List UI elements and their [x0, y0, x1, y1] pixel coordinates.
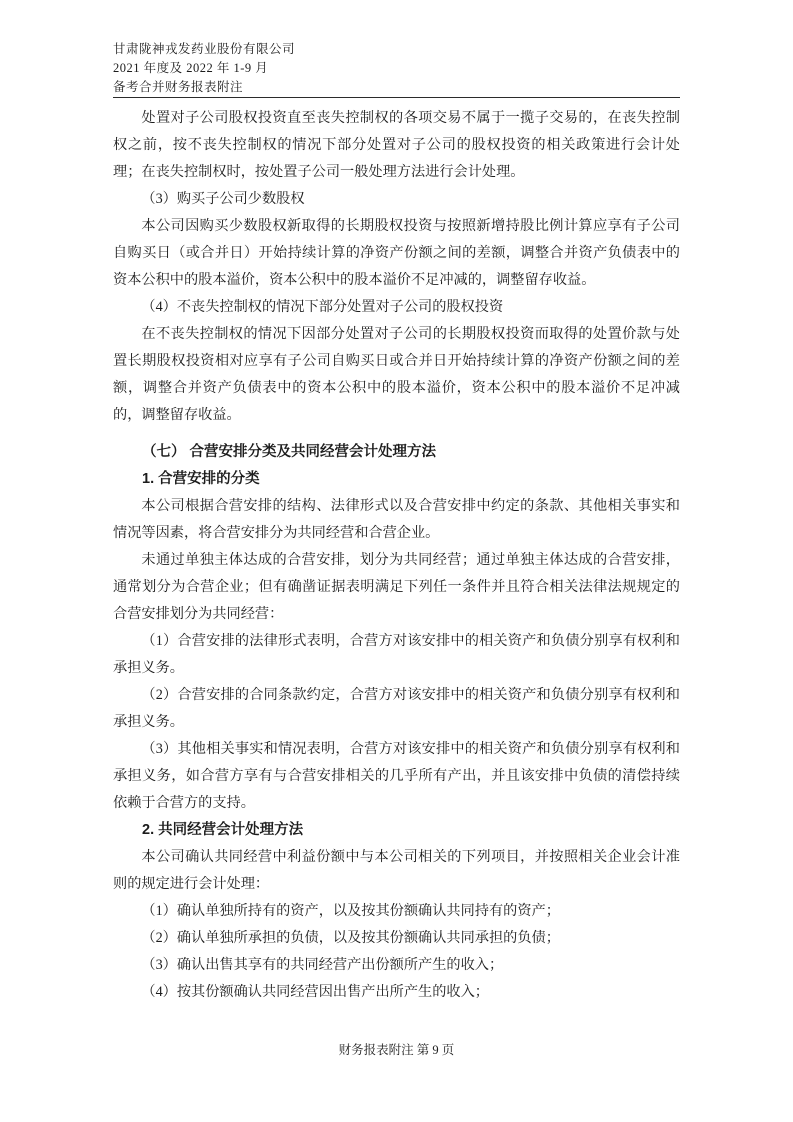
page-footer — [0, 1042, 793, 1058]
footer-page-label: 财务报表附注 第 9 页 — [338, 1043, 455, 1057]
paragraph: 本公司确认共同经营中利益份额中与本公司相关的下列项目，并按照相关企业会计准则的规定进行会计处理： — [113, 849, 680, 892]
subsection-heading: 2. 共同经营会计处理方法 — [142, 822, 304, 838]
header-company-name: 甘肃陇神戎发药业股份有限公司 — [113, 42, 296, 56]
list-item: （3）确认出售其享有的共同经营产出份额所产生的收入； — [141, 957, 504, 973]
list-item: （2）合营安排的合同条款约定，合营方对该安排中的相关资产和负债分别享有权利和承担义务。 — [113, 687, 680, 730]
list-item: （2）确认单独所承担的负债，以及按其份额确认共同承担的负债； — [141, 930, 560, 946]
paragraph: 在不丧失控制权的情况下因部分处置对子公司的长期股权投资而取得的处置价款与处置长期股权投资相对应享有子公司自购买日或合并日开始持续计算的净资产份额之间的差额，调整合并资产负债表中的资本公积中的股本溢价，资本公积中的股本溢价不足冲减的，调整留存收益。 — [113, 326, 680, 423]
page-content — [113, 40, 680, 1006]
list-item: （4）不丧失控制权的情况下部分处置对子公司的股权投资 — [141, 299, 504, 315]
list-item: （1）合营安排的法律形式表明，合营方对该安排中的相关资产和负债分别享有权利和承担义务。 — [113, 633, 680, 676]
document-body — [113, 105, 680, 1006]
paragraph: 本公司因购买少数股权新取得的长期股权投资与按照新增持股比例计算应享有子公司自购买日（或合并日）开始持续计算的净资产份额之间的差额，调整合并资产负债表中的资本公积中的股本溢价，资本公积中的股本溢价不足冲减的，调整留存收益。 — [113, 218, 680, 288]
header-report-period: 2021 年度及 2022 年 1-9 月 — [113, 61, 269, 75]
paragraph: 未通过单独主体达成的合营安排，划分为共同经营；通过单独主体达成的合营安排，通常划分为合营企业；但有确凿证据表明满足下列任一条件并且符合相关法律法规规定的合营安排划分为共同经营： — [113, 552, 680, 622]
subsection-heading: 1. 合营安排的分类 — [142, 471, 260, 487]
list-item: （3）其他相关事实和情况表明，合营方对该安排中的相关资产和负债分别享有权利和承担义务，如合营方享有与合营安排相关的几乎所有产出，并且该安排中负债的清偿持续依赖于合营方的支持。 — [113, 741, 680, 811]
paragraph: 处置对子公司股权投资直至丧失控制权的各项交易不属于一揽子交易的，在丧失控制权之前，按不丧失控制权的情况下部分处置对子公司的股权投资的相关政策进行会计处理；在丧失控制权时，按处置子公司一般处理方法进行会计处理。 — [113, 110, 680, 180]
section-heading: （七） 合营安排分类及共同经营会计处理方法 — [142, 444, 437, 460]
paragraph: 本公司根据合营安排的结构、法律形式以及合营安排中约定的条款、其他相关事实和情况等因素，将合营安排分为共同经营和合营企业。 — [113, 498, 680, 541]
list-item: （1）确认单独所持有的资产，以及按其份额确认共同持有的资产； — [141, 903, 560, 919]
header-report-title: 备考合并财务报表附注 — [113, 80, 244, 94]
page-header — [113, 40, 680, 98]
list-item: （3）购买子公司少数股权 — [141, 191, 305, 207]
list-item: （4）按其份额确认共同经营因出售产出所产生的收入； — [141, 984, 489, 1000]
